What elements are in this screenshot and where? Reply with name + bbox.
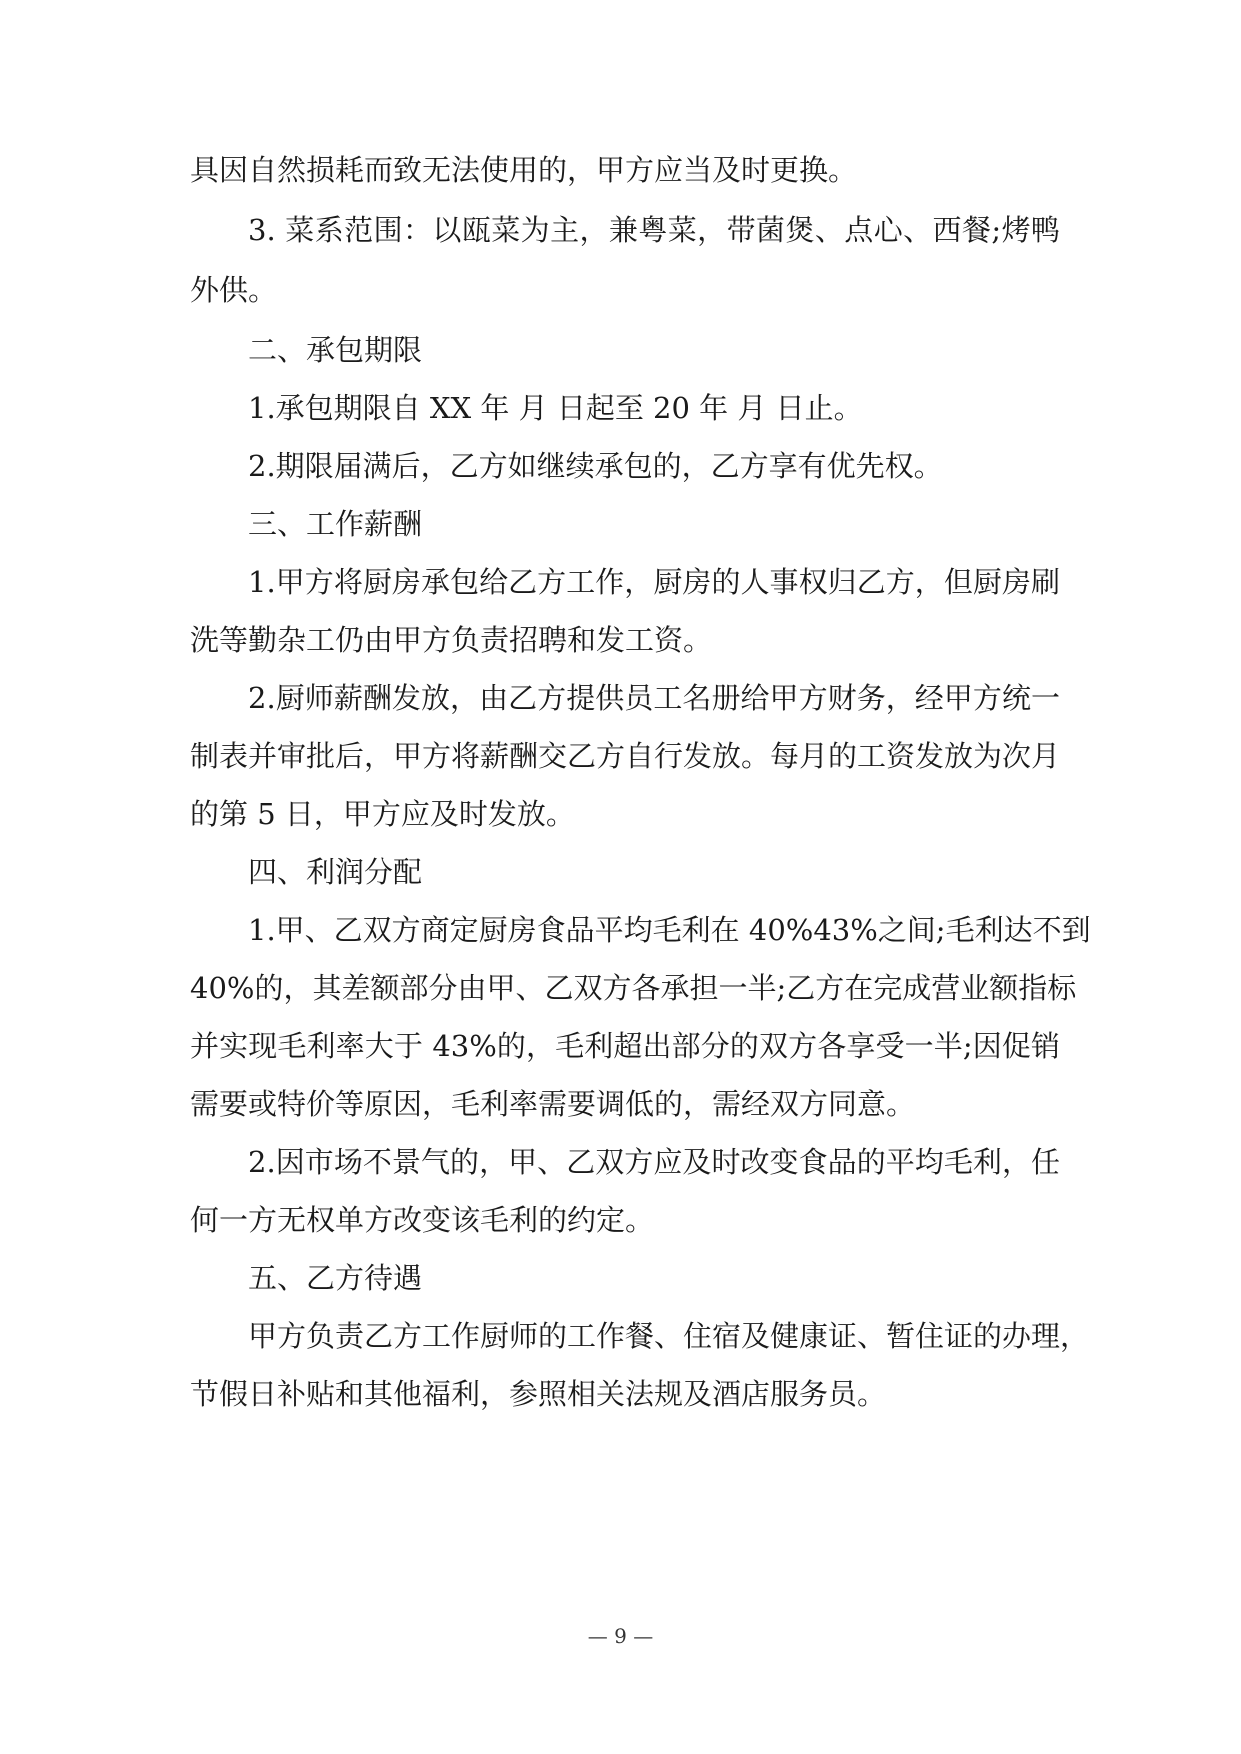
paragraph-line: 并实现毛利率大于 43%的，毛利超出部分的双方各享受一半;因促销 — [190, 1029, 1060, 1063]
paragraph-line: 40%的，其差额部分由甲、乙双方各承担一半;乙方在完成营业额指标 — [190, 971, 1077, 1005]
paragraph-line: 制表并审批后，甲方将薪酬交乙方自行发放。每月的工资发放为次月 — [190, 739, 1061, 773]
paragraph-line: 洗等勤杂工仍由甲方负责招聘和发工资。 — [190, 623, 713, 657]
paragraph-line: 甲方负责乙方工作厨师的工作餐、住宿及健康证、暂住证的办理， — [248, 1319, 1090, 1353]
paragraph-line: 3. 菜系范围：以瓯菜为主，兼粤菜，带菌煲、点心、西餐;烤鸭 — [248, 213, 1060, 247]
paragraph-line: 1.承包期限自 XX 年 月 日起至 20 年 月 日止。 — [248, 391, 863, 425]
section-heading: 五、乙方待遇 — [248, 1261, 423, 1295]
paragraph-line: 外供。 — [190, 273, 278, 307]
paragraph-line: 具因自然损耗而致无法使用的，甲方应当及时更换。 — [190, 153, 858, 187]
paragraph-line: 2.因市场不景气的，甲、乙双方应及时改变食品的平均毛利，任 — [248, 1145, 1060, 1179]
section-heading: 二、承包期限 — [248, 333, 423, 367]
paragraph-line: 2.厨师薪酬发放，由乙方提供员工名册给甲方财务，经甲方统一 — [248, 681, 1060, 715]
section-heading: 三、工作薪酬 — [248, 507, 423, 541]
paragraph-line: 的第 5 日，甲方应及时发放。 — [190, 797, 575, 831]
paragraph-line: 1.甲、乙双方商定厨房食品平均毛利在 40%43%之间;毛利达不到 — [248, 913, 1091, 947]
paragraph-line: 节假日补贴和其他福利，参照相关法规及酒店服务员。 — [190, 1377, 887, 1411]
paragraph-line: 1.甲方将厨房承包给乙方工作，厨房的人事权归乙方，但厨房刷 — [248, 565, 1060, 599]
paragraph-line: 2.期限届满后，乙方如继续承包的，乙方享有优先权。 — [248, 449, 943, 483]
page-number: — 9 — — [587, 1624, 654, 1648]
section-heading: 四、利润分配 — [248, 855, 423, 889]
paragraph-line: 需要或特价等原因，毛利率需要调低的，需经双方同意。 — [190, 1087, 916, 1121]
paragraph-line: 何一方无权单方改变该毛利的约定。 — [190, 1203, 655, 1237]
